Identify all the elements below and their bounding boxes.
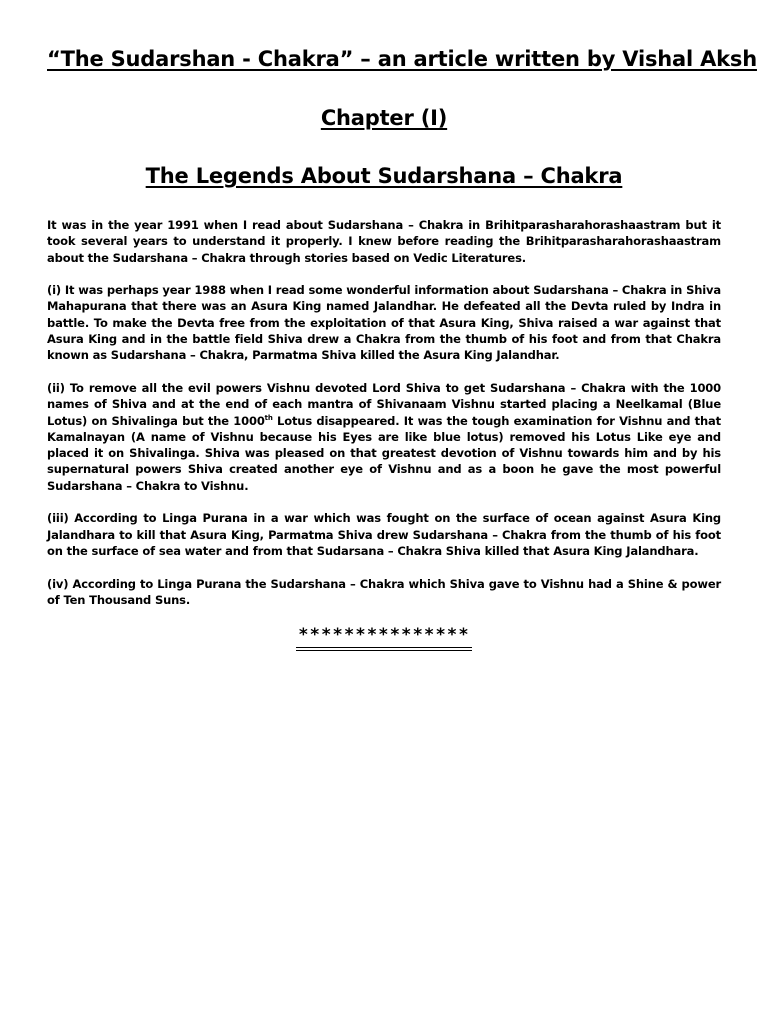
legend-2-text-before: (ii) To remove all the evil powers Vishnu devoted Lord Shiva to get Sudarshana – Chakra with the 1000 names of Shiva and at the end of each mantra of Shivanaam Vishnu started placing a Neelkamal (Blue Lotus) on Shivalinga but the 1000 (47, 380, 721, 428)
legend-2-text-after: Lotus disappeared. It was the tough examination for Vishnu and that Kamalnayan (A name of Vishnu because his Eyes are like blue lotus) removed his Lotus Like eye and placed it on Shivalinga. Shiva was pleased on that greatest devotion of Vishnu towards him and by his supernatural powers Shiva created another eye of Vishnu and as a boon he gave the most powerful Sudarshana – Chakra to Vishnu. (47, 413, 721, 493)
legend-paragraph-1: (i) It was perhaps year 1988 when I read some wonderful information about Sudarshana – Chakra in Shiva Mahapurana that there was an Asura King named Jalandhar. He defeated all the Devta ruled by Indra in battle. To make the Devta free from the exploitation of that Asura King, Shiva raised a war against that Asura King and in the battle field Shiva drew a Chakra from the thumb of his foot and from that Chakra known as Sudarshana – Chakra, Parmatma Shiva killed the Asura King Jalandhar. (47, 283, 721, 363)
legend-paragraph-2 (47, 380, 721, 494)
chapter-heading: Chapter (I) (320, 106, 448, 130)
intro-paragraph: It was in the year 1991 when I read about Sudarshana – Chakra in Brihitparasharahorashaastram but it took several years to understand it properly. I knew before reading the Brihitparasharahorashaastram about the Sudarshana – Chakra through stories based on Vedic Literatures. (47, 218, 721, 265)
separator (47, 626, 721, 651)
legend-paragraph-3: (iii) According to Linga Purana in a war which was fought on the surface of ocean against Asura King Jalandhara to kill that Asura King, Parmatma Shiva drew Sudarshana – Chakra from the thumb of his foot on the surface of sea water and from that Sudarsana – Chakra Shiva killed that Asura King Jalandhara. (47, 511, 721, 558)
article-title: “The Sudarshan - Chakra” – an article written by Vishal Aksh (47, 47, 757, 71)
ordinal-superscript: th (264, 413, 273, 422)
legend-paragraph-4: (iv) According to Linga Purana the Sudarshana – Chakra which Shiva gave to Vishnu had a Shine & power of Ten Thousand Suns. (47, 576, 721, 607)
asterisk-separator: *************** (296, 626, 472, 651)
article-body (47, 217, 721, 608)
section-heading: The Legends About Sudarshana – Chakra (145, 164, 623, 188)
